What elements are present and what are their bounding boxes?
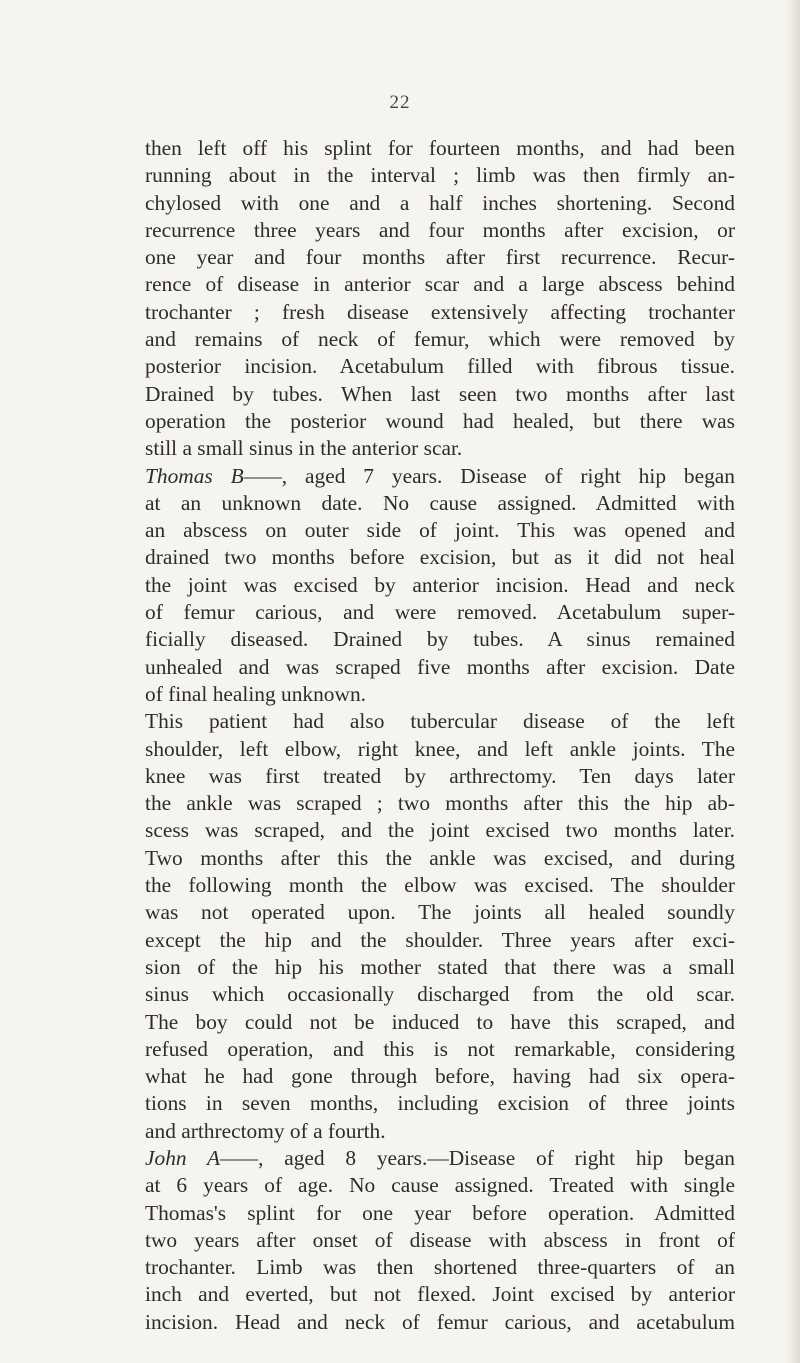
text-line: rence of disease in anterior scar and a large abscess behind — [145, 272, 735, 297]
text-line: recurrence three years and four months after excision, or — [145, 217, 735, 242]
text-line: drained two months before excision, but as it did not heal — [145, 545, 735, 570]
text-line: tions in seven months, including excision of three joints — [145, 1091, 735, 1116]
case-name-john: John A—— — [145, 1145, 259, 1170]
text-line: , aged 7 years. Disease of right hip began — [281, 463, 735, 488]
text-line: except the hip and the shoulder. Three years after exci- — [145, 927, 735, 952]
text-line: two years after onset of disease with abscess in front of — [145, 1227, 735, 1252]
text-line: at 6 years of age. No cause assigned. Treated with single — [145, 1173, 735, 1198]
text-line: of femur carious, and were removed. Acetabulum super- — [145, 600, 735, 625]
text-line: then left off his splint for fourteen months, and had been — [145, 136, 735, 160]
text-line: chylosed with one and a half inches shortening. Second — [145, 190, 735, 215]
text-line: the following month the elbow was excised. The shoulder — [145, 873, 735, 898]
text-line: , aged 8 years.—Disease of right hip began — [258, 1145, 736, 1170]
body-text — [145, 135, 735, 1336]
case-name-thomas: Thomas B—— — [145, 463, 282, 488]
text-line: Thomas's splint for one year before operation. Admitted — [145, 1200, 735, 1225]
text-line: Drained by tubes. When last seen two months after last — [145, 381, 735, 406]
text-line: what he had gone through before, having had six opera- — [145, 1064, 735, 1089]
text-line: running about in the interval ; limb was then firmly an- — [145, 163, 735, 188]
text-line: knee was first treated by arthrectomy. Ten days later — [145, 763, 735, 788]
text-line: one year and four months after first recurrence. Recur- — [145, 245, 735, 270]
text-line: shoulder, left elbow, right knee, and left ankle joints. The — [145, 736, 735, 761]
page-edge-shadow — [786, 0, 800, 1363]
text-line: ficially diseased. Drained by tubes. A sinus remained — [145, 627, 735, 652]
text-line: an abscess on outer side of joint. This was opened and — [145, 518, 735, 543]
text-line: Two months after this the ankle was excised, and during — [145, 845, 735, 870]
text-line: and arthrectomy of a fourth. — [145, 1118, 386, 1143]
text-line: unhealed and was scraped five months after excision. Date — [145, 654, 735, 679]
text-line: was not operated upon. The joints all healed soundly — [145, 900, 735, 925]
text-line: of final healing unknown. — [145, 681, 366, 706]
text-line: trochanter ; fresh disease extensively affecting trochanter — [145, 299, 735, 324]
text-line: posterior incision. Acetabulum filled with fibrous tissue. — [145, 354, 735, 379]
text-line: and remains of neck of femur, which were removed by — [145, 327, 735, 352]
text-line: scess was scraped, and the joint excised two months later. — [145, 818, 735, 843]
case-thomas-first-line — [145, 463, 735, 490]
text-line: inch and everted, but not flexed. Joint excised by anterior — [145, 1282, 735, 1307]
text-line: sinus which occasionally discharged from the old scar. — [145, 982, 735, 1007]
text-line: the joint was excised by anterior incision. Head and neck — [145, 572, 735, 597]
text-line: refused operation, and this is not remarkable, considering — [145, 1036, 735, 1061]
text-line: still a small sinus in the anterior scar. — [145, 436, 463, 461]
text-line: at an unknown date. No cause assigned. Admitted with — [145, 490, 735, 515]
text-line: incision. Head and neck of femur carious, and acetabulum — [145, 1309, 735, 1334]
text-line: operation the posterior wound had healed, but there was — [145, 408, 735, 433]
text-line: trochanter. Limb was then shortened three-quarters of an — [145, 1255, 735, 1280]
text-line: sion of the hip his mother stated that there was a small — [145, 954, 735, 979]
text-line: The boy could not be induced to have this scraped, and — [145, 1009, 735, 1034]
text-line: This patient had also tubercular disease of the left — [145, 709, 735, 734]
text-line: the ankle was scraped ; two months after this the hip ab- — [145, 791, 735, 816]
page-number: 22 — [389, 92, 411, 113]
case-john-first-line — [145, 1145, 735, 1172]
